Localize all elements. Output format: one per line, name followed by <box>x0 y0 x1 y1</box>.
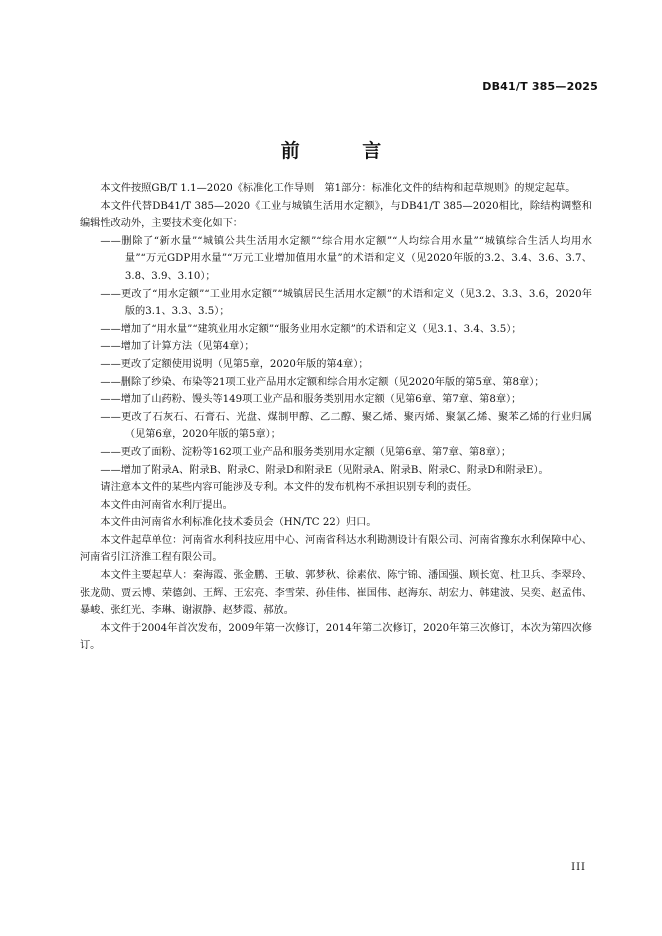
change-item: ——增加了“用水量”“建筑业用水定额”“服务业用水定额”的术语和定义（见3.1、3.4、3.5）； <box>100 323 522 335</box>
paragraph-proposer: 本文件由河南省水利厅提出。 <box>100 499 233 511</box>
paragraph-revision-history: 本文件于2004年首次发布，2009年第一次修订，2014年第二次修订，2020年第三次修订，本次为第四次修订。 <box>80 622 592 652</box>
change-item: ——更改了石灰石、石膏石、光盘、煤制甲醇、乙二醇、聚乙烯、聚丙烯、聚氯乙烯、聚苯乙烯的行业归属（见第6章，2020年版的第5章）； <box>100 411 592 441</box>
change-item: ——更改了“用水定额”“工业用水定额”“城镇居民生活用水定额”的术语和定义（见3.2、3.3、3.6，2020年版的3.1、3.3、3.5）； <box>100 288 592 318</box>
change-item: ——增加了计算方法（见第4章）； <box>100 341 255 353</box>
page-number: III <box>571 862 586 873</box>
document-code: DB41/T 385—2025 <box>482 80 598 93</box>
change-item: ——删除了纱染、布染等21项工业产品用水定额和综合用水定额（见2020年版的第5章、第8章）； <box>100 376 545 388</box>
paragraph-committee: 本文件由河南省水利标准化技术委员会（HN/TC 22）归口。 <box>100 517 377 529</box>
change-item: ——更改了定额使用说明（见第5章，2020年版的第4章）； <box>100 358 369 370</box>
change-item: ——删除了“新水量”“城镇公共生活用水定额”“综合用水定额”“人均综合用水量”“城镇综合生活人均用水量”“万元GDP用水量”“万元工业增加值用水量”的术语和定义（见2020年版的3.2、3.4、3.6、3.7、3.8、3.9、3.10）； <box>100 235 592 282</box>
paragraph-drafting-rule: 本文件按照GB/T 1.1—2020《标准化工作导则 第1部分：标准化文件的结构和起草规则》的规定起草。 <box>100 183 576 194</box>
change-item: ——增加了附录A、附录B、附录C、附录D和附录E（见附录A、附录B、附录C、附录D和附录E）。 <box>100 464 549 476</box>
change-item: ——更改了面粉、淀粉等162项工业产品和服务类别用水定额（见第6章、第7章、第8章）； <box>100 446 512 458</box>
paragraph-drafters: 本文件主要起草人：秦海霞、张金鹏、王敏、郭梦秋、徐素依、陈宁锦、潘国强、顾长宽、杜卫兵、李翠玲、张龙勋、贾云博、荣德剑、王辉、王宏亮、李雪荣、孙佳伟、崔国伟、赵海东、胡宏力、韩建波、吴奕、赵孟伟、暴峻、张红光、李琳、谢淑静、赵梦霞、郝放。 <box>80 570 592 617</box>
change-item: ——增加了山药粉、馒头等149项工业产品和服务类别用水定额（见第6章、第7章、第8章）； <box>100 394 522 406</box>
paragraph-replacement: 本文件代替DB41/T 385—2020《工业与城镇生活用水定额》，与DB41/T 385—2020相比，除结构调整和编辑性改动外，主要技术变化如下： <box>80 200 592 230</box>
paragraph-drafting-units: 本文件起草单位：河南省水利科技应用中心、河南省科达水利勘测设计有限公司、河南省豫东水利保障中心、河南省引江济淮工程有限公司。 <box>80 534 592 564</box>
paragraph-patent-notice: 请注意本文件的某些内容可能涉及专利。本文件的发布机构不承担识别专利的责任。 <box>100 482 478 494</box>
foreword-body <box>80 180 592 655</box>
page-title: 前 言 <box>280 140 410 162</box>
